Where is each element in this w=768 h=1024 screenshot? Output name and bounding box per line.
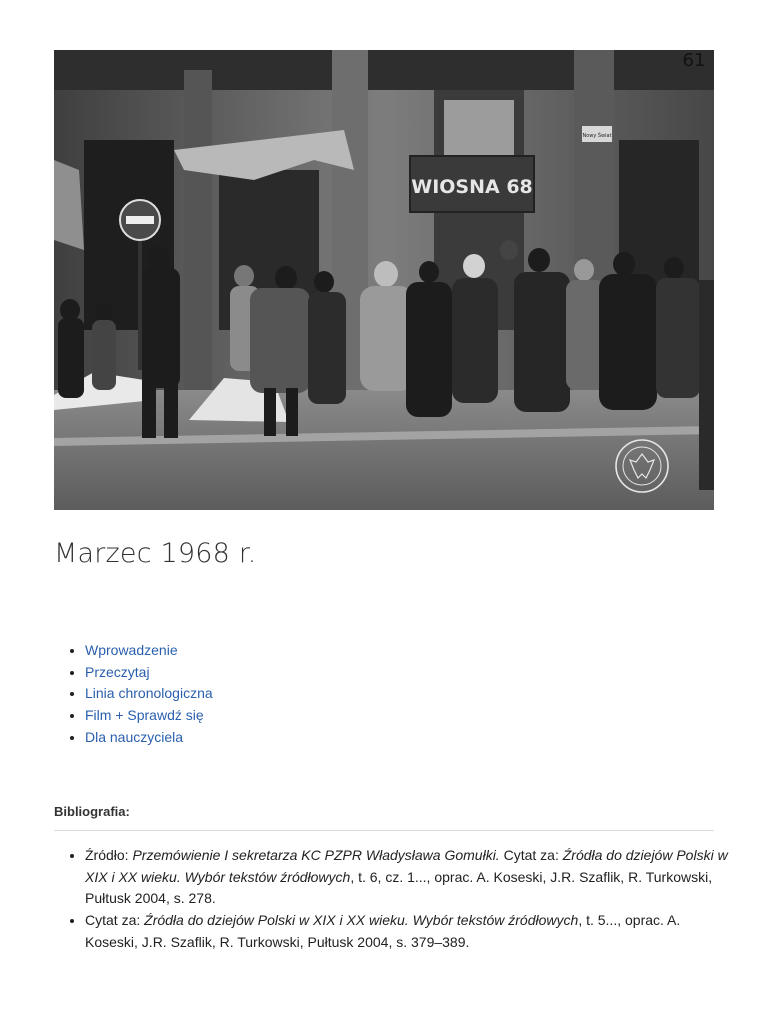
nav-link-wprowadzenie[interactable]: Wprowadzenie: [85, 642, 178, 658]
nav-item: [85, 727, 213, 749]
nav-item: [85, 662, 213, 684]
bibliography-prefix: Cytat za:: [85, 912, 145, 929]
bibliography-suffix: , t. 6, cz. 1..., oprac. A. Koseski, J.R. Szaflik, R. Turkowski, Pułtusk 2004, s. 278.: [85, 868, 713, 907]
bibliography-title: Przemówienie I sekretarza KC PZPR Władysława Gomułki.: [132, 847, 500, 863]
shop-sign-text: WIOSNA 68: [411, 176, 533, 198]
bibliography-heading: Bibliografia:: [54, 804, 130, 819]
bibliography-item: [85, 910, 735, 953]
nav-link-przeczytaj[interactable]: Przeczytaj: [85, 663, 150, 680]
divider: [54, 830, 714, 831]
nav-link-film-sprawdz-sie[interactable]: Film + Sprawdź się: [85, 707, 204, 724]
nav-item: [85, 683, 213, 705]
bibliography-list: [54, 845, 735, 954]
section-nav: [54, 640, 213, 749]
street-sign-text: Nowy Świat: [582, 133, 612, 139]
bibliography-suffix: , t. 5..., oprac. A. Koseski, J.R. Szaflik, R. Turkowski, Pułtusk 2004, s. 379–389.: [85, 912, 681, 950]
bibliography-middle: Cytat za:: [499, 847, 563, 863]
page-title: Marzec 1968 r.: [54, 538, 257, 569]
nav-item: [85, 640, 213, 662]
bibliography-prefix: Źródło:: [85, 847, 133, 863]
bibliography-source: Źródła do dziejów Polski w XIX i XX wieku. Wybór tekstów źródłowych: [85, 847, 728, 885]
nav-item: [85, 705, 213, 727]
historical-photo: [54, 50, 714, 510]
bibliography-item: [85, 845, 735, 910]
nav-link-linia-chronologiczna[interactable]: Linia chronologiczna: [85, 685, 213, 702]
bibliography-source: Źródła do dziejów Polski w XIX i XX wieku. Wybór tekstów źródłowych: [144, 912, 579, 929]
photo-scene: [54, 50, 714, 510]
photo-corner-mark: 61: [682, 50, 706, 71]
nav-link-dla-nauczyciela[interactable]: Dla nauczyciela: [85, 728, 184, 745]
